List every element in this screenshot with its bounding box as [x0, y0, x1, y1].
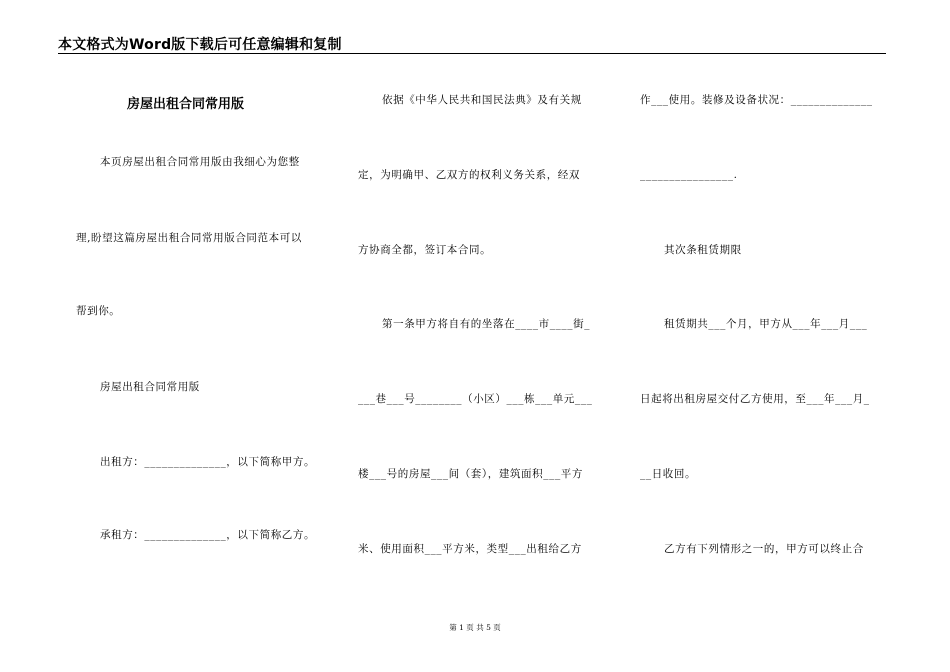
clause-text-line: 定，为明确甲、乙双方的权利义务关系，经双 [358, 169, 580, 181]
intro-text-line: 理,盼望这篇房屋出租合同常用版合同范本可以 [76, 232, 302, 244]
contract-subtitle: 房屋出租合同常用版 [100, 381, 200, 393]
clause-text-line: 日起将出租房屋交付乙方使用，至___年___月_ [640, 393, 870, 405]
intro-text-line: 本页房屋出租合同常用版由我细心为您整 [100, 156, 300, 168]
document-title: 房屋出租合同常用版 [127, 97, 245, 112]
clause-text-line: ________________. [640, 169, 738, 181]
clause-text-line: 楼___号的房屋___间（套），建筑面积___平方 [358, 468, 583, 480]
clause-text-line: ___巷___号________（小区）___栋___单元___ [358, 393, 593, 405]
header-divider [58, 53, 886, 54]
section-heading: 其次条租赁期限 [664, 244, 742, 256]
clause-text-line: 乙方有下列情形之一的，甲方可以终止合 [664, 543, 864, 555]
lessor-line: 出租方：______________，以下简称甲方。 [100, 456, 316, 468]
clause-text-line: 方协商全都，签订本合同。 [358, 244, 492, 256]
intro-text-line: 帮到你。 [76, 305, 121, 317]
clause-text-line: 第一条甲方将自有的坐落在____市____街_ [382, 318, 591, 330]
clause-text-line: 作___使用。装修及设备状况：______________ [640, 94, 873, 106]
lessee-line: 承租方：______________，以下简称乙方。 [100, 529, 316, 541]
clause-text-line: 租赁期共___个月，甲方从___年___月___ [664, 318, 868, 330]
clause-text-line: 米、使用面积___平方米，类型___出租给乙方 [358, 543, 582, 555]
clause-text-line: 依据《中华人民共和国民法典》及有关规 [382, 94, 582, 106]
page-number: 第 1 页 共 5 页 [449, 623, 501, 632]
document-header-title: 本文格式为Word版下载后可任意编辑和复制 [58, 37, 342, 53]
clause-text-line: __日收回。 [640, 468, 697, 480]
